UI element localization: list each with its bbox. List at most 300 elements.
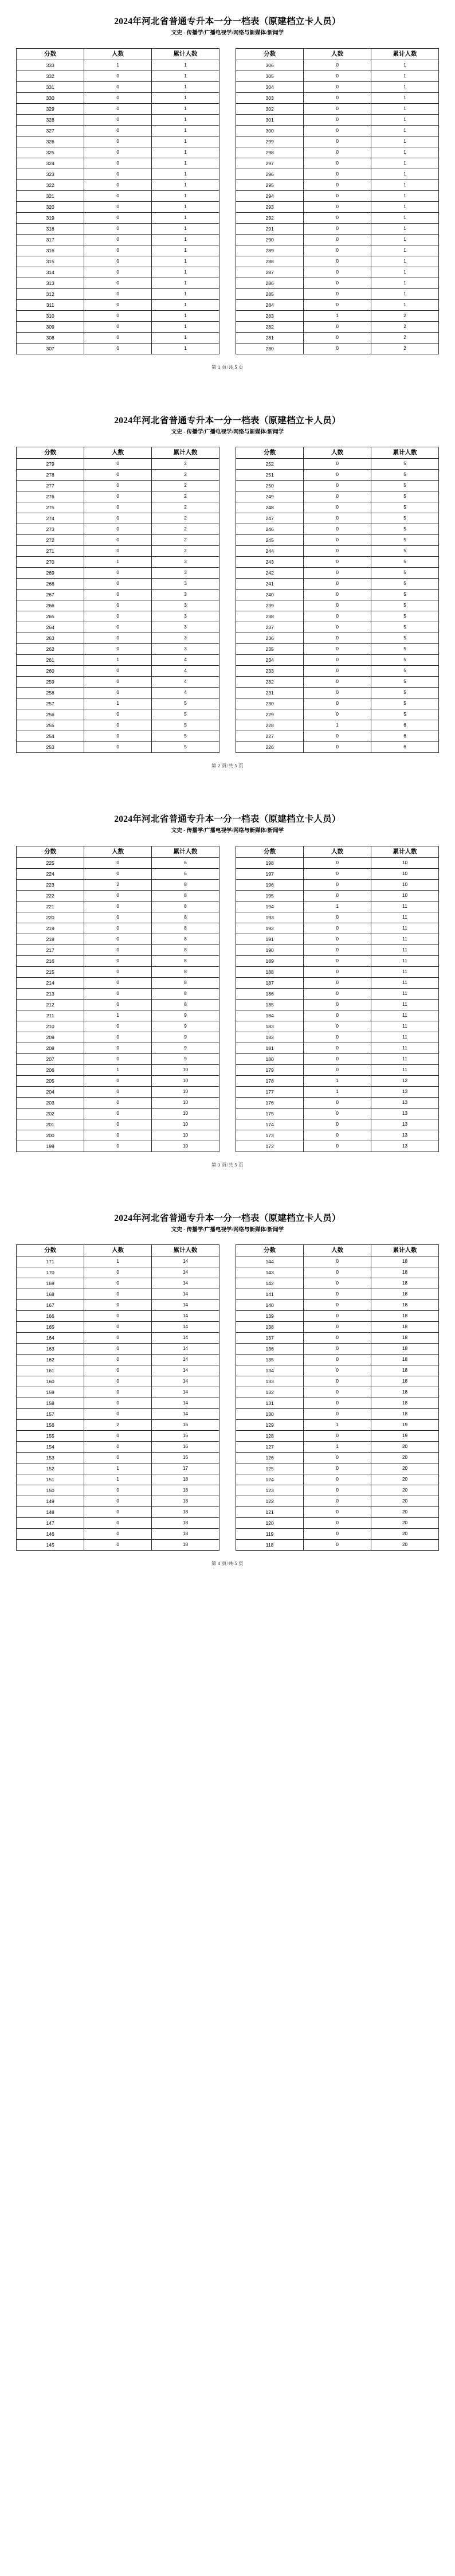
cell-count: 0: [84, 944, 152, 955]
cell-score: 237: [236, 622, 304, 633]
cell-cumulative: 1: [371, 60, 439, 71]
cell-cumulative: 9: [152, 1053, 219, 1064]
table-row: [236, 1032, 439, 1043]
cell-score: 331: [17, 81, 84, 92]
cell-score: 210: [17, 1021, 84, 1032]
cell-score: 129: [236, 1420, 304, 1431]
cell-score: 217: [17, 944, 84, 955]
column-header-cumulative: 累计人数: [152, 48, 219, 60]
table-row: [236, 60, 439, 71]
cell-score: 314: [17, 267, 84, 278]
cell-count: 0: [304, 256, 371, 267]
cell-cumulative: 20: [371, 1442, 439, 1453]
cell-score: 259: [17, 677, 84, 688]
cell-score: 178: [236, 1075, 304, 1086]
table-row: [17, 633, 219, 644]
table-row: [17, 1376, 219, 1387]
cell-cumulative: 5: [152, 720, 219, 731]
column-header-cumulative: 累计人数: [371, 447, 439, 459]
cell-count: 0: [304, 600, 371, 611]
table-row: [17, 1474, 219, 1485]
cell-count: 0: [304, 513, 371, 524]
cell-cumulative: 5: [371, 688, 439, 698]
table-row: [236, 1119, 439, 1130]
table-row: [236, 1108, 439, 1119]
cell-score: 296: [236, 169, 304, 179]
cell-count: 0: [84, 114, 152, 125]
cell-score: 317: [17, 234, 84, 245]
cell-cumulative: 8: [152, 923, 219, 934]
cell-cumulative: 14: [152, 1376, 219, 1387]
cell-score: 185: [236, 999, 304, 1010]
cell-cumulative: 1: [152, 60, 219, 71]
cell-count: 0: [304, 1496, 371, 1507]
cell-count: 0: [304, 1463, 371, 1474]
cell-score: 130: [236, 1409, 304, 1420]
cell-count: 0: [304, 1376, 371, 1387]
table-row: [236, 158, 439, 169]
cell-score: 208: [17, 1043, 84, 1053]
cell-count: 0: [84, 245, 152, 256]
cell-cumulative: 1: [371, 147, 439, 158]
cell-count: 0: [304, 1130, 371, 1141]
cell-score: 262: [17, 644, 84, 655]
cell-count: 0: [84, 923, 152, 934]
table-row: [236, 1355, 439, 1365]
cell-count: 0: [84, 955, 152, 966]
cell-score: 177: [236, 1086, 304, 1097]
cell-count: 0: [304, 677, 371, 688]
cell-count: 0: [84, 912, 152, 923]
cell-count: 0: [304, 644, 371, 655]
cell-score: 298: [236, 147, 304, 158]
cell-cumulative: 18: [371, 1322, 439, 1333]
cell-count: 0: [304, 1064, 371, 1075]
cell-score: 285: [236, 288, 304, 299]
cell-cumulative: 5: [371, 666, 439, 677]
cell-count: 0: [84, 688, 152, 698]
cell-cumulative: 8: [152, 966, 219, 977]
cell-count: 0: [304, 1474, 371, 1485]
cell-score: 238: [236, 611, 304, 622]
table-row: [17, 1311, 219, 1322]
cell-score: 268: [17, 579, 84, 590]
cell-score: 193: [236, 912, 304, 923]
cell-cumulative: 5: [152, 731, 219, 742]
cell-cumulative: 5: [371, 709, 439, 720]
cell-score: 266: [17, 600, 84, 611]
cell-cumulative: 10: [152, 1141, 219, 1152]
cell-count: 2: [84, 1420, 152, 1431]
cell-count: 0: [304, 934, 371, 944]
table-header-row: [17, 846, 219, 857]
cell-cumulative: 11: [371, 999, 439, 1010]
table-row: [236, 688, 439, 698]
cell-cumulative: 1: [152, 310, 219, 321]
table-row: [236, 136, 439, 147]
cell-count: 0: [304, 1256, 371, 1267]
cell-score: 310: [17, 310, 84, 321]
table-row: [236, 644, 439, 655]
table-row: [236, 1540, 439, 1551]
cell-cumulative: 5: [371, 491, 439, 502]
table-row: [17, 1344, 219, 1355]
cell-count: 0: [304, 879, 371, 890]
cell-score: 241: [236, 579, 304, 590]
page-content: [0, 0, 455, 383]
page-subtitle: 文史 - 传播学/广播电视学/网络与新媒体/新闻学: [171, 429, 284, 435]
table-row: [236, 288, 439, 299]
cell-count: 0: [304, 633, 371, 644]
cell-cumulative: 16: [152, 1431, 219, 1442]
cell-score: 227: [236, 731, 304, 742]
column-header-score: 分数: [17, 48, 84, 60]
cell-score: 135: [236, 1355, 304, 1365]
table-row: [17, 1064, 219, 1075]
cell-count: 1: [84, 655, 152, 666]
score-table-left: [16, 48, 219, 354]
cell-count: 0: [304, 688, 371, 698]
cell-cumulative: 1: [152, 299, 219, 310]
table-row: [17, 1442, 219, 1453]
cell-score: 320: [17, 201, 84, 212]
table-row: [17, 579, 219, 590]
cell-score: 312: [17, 288, 84, 299]
cell-count: 0: [84, 321, 152, 332]
cell-score: 239: [236, 600, 304, 611]
cell-count: 0: [304, 92, 371, 103]
cell-cumulative: 1: [152, 71, 219, 81]
cell-count: 0: [84, 147, 152, 158]
cell-score: 137: [236, 1333, 304, 1344]
table-row: [236, 234, 439, 245]
cell-score: 170: [17, 1267, 84, 1278]
cell-count: 0: [304, 288, 371, 299]
table-row: [236, 524, 439, 535]
cell-count: 0: [304, 71, 371, 81]
page-separator: [0, 782, 455, 798]
table-row: [17, 1463, 219, 1474]
cell-cumulative: 2: [152, 524, 219, 535]
cell-cumulative: 2: [152, 546, 219, 557]
table-row: [236, 1365, 439, 1376]
cell-count: 0: [84, 1376, 152, 1387]
table-row: [236, 720, 439, 731]
cell-score: 315: [17, 256, 84, 267]
table-row: [236, 71, 439, 81]
table-row: [236, 310, 439, 321]
cell-cumulative: 3: [152, 611, 219, 622]
cell-score: 244: [236, 546, 304, 557]
cell-count: 0: [84, 1311, 152, 1322]
cell-score: 195: [236, 890, 304, 901]
cell-count: 0: [304, 923, 371, 934]
cell-cumulative: 18: [371, 1311, 439, 1322]
cell-count: 0: [84, 343, 152, 354]
table-row: [236, 579, 439, 590]
table-row: [17, 890, 219, 901]
cell-score: 302: [236, 103, 304, 114]
cell-cumulative: 4: [152, 666, 219, 677]
table-header-row: [236, 48, 439, 60]
cell-score: 180: [236, 1053, 304, 1064]
table-row: [17, 1387, 219, 1398]
cell-count: 0: [304, 890, 371, 901]
cell-count: 0: [304, 857, 371, 868]
cell-count: 0: [84, 92, 152, 103]
cell-cumulative: 20: [371, 1507, 439, 1518]
cell-cumulative: 1: [152, 81, 219, 92]
table-row: [236, 1431, 439, 1442]
tables-container: [13, 846, 442, 1152]
table-row: [17, 212, 219, 223]
cell-cumulative: 5: [371, 535, 439, 546]
cell-score: 136: [236, 1344, 304, 1355]
page-subtitle: 文史 - 传播学/广播电视学/网络与新媒体/新闻学: [171, 1227, 284, 1233]
cell-count: 0: [304, 245, 371, 256]
cell-count: 0: [304, 579, 371, 590]
cell-score: 228: [236, 720, 304, 731]
cell-count: 0: [84, 1496, 152, 1507]
table-row: [236, 1463, 439, 1474]
cell-score: 254: [17, 731, 84, 742]
cell-cumulative: 10: [152, 1086, 219, 1097]
cell-cumulative: 1: [152, 190, 219, 201]
cell-count: 0: [84, 459, 152, 470]
cell-cumulative: 1: [152, 158, 219, 169]
cell-cumulative: 18: [152, 1507, 219, 1518]
table-header-row: [17, 48, 219, 60]
table-row: [236, 223, 439, 234]
cell-score: 229: [236, 709, 304, 720]
table-row: [17, 1355, 219, 1365]
column-header-cumulative: 累计人数: [371, 48, 439, 60]
cell-count: 0: [304, 568, 371, 579]
page-footer: 第 3 页/共 5 页: [211, 1162, 244, 1168]
cell-count: 0: [84, 491, 152, 502]
table-row: [236, 1256, 439, 1267]
cell-cumulative: 1: [152, 136, 219, 147]
table-row: [236, 179, 439, 190]
cell-score: 205: [17, 1075, 84, 1086]
cell-score: 251: [236, 470, 304, 481]
cell-count: 0: [84, 934, 152, 944]
cell-count: 0: [84, 1108, 152, 1119]
cell-cumulative: 1: [152, 245, 219, 256]
cell-count: 0: [304, 1141, 371, 1152]
cell-count: 0: [84, 666, 152, 677]
cell-count: 1: [304, 1442, 371, 1453]
table-row: [236, 81, 439, 92]
cell-cumulative: 3: [152, 600, 219, 611]
cell-count: 0: [84, 633, 152, 644]
table-row: [236, 1398, 439, 1409]
cell-score: 163: [17, 1344, 84, 1355]
cell-cumulative: 11: [371, 1064, 439, 1075]
cell-score: 132: [236, 1387, 304, 1398]
cell-score: 269: [17, 568, 84, 579]
cell-score: 172: [236, 1141, 304, 1152]
cell-cumulative: 16: [152, 1442, 219, 1453]
table-row: [236, 190, 439, 201]
cell-score: 308: [17, 332, 84, 343]
cell-cumulative: 20: [371, 1518, 439, 1529]
cell-count: 0: [84, 622, 152, 633]
cell-score: 191: [236, 934, 304, 944]
cell-cumulative: 5: [371, 611, 439, 622]
cell-count: 0: [84, 125, 152, 136]
table-row: [17, 1496, 219, 1507]
page-footer: 第 1 页/共 5 页: [211, 364, 244, 370]
cell-cumulative: 18: [371, 1387, 439, 1398]
cell-score: 329: [17, 103, 84, 114]
table-row: [236, 1053, 439, 1064]
cell-cumulative: 13: [371, 1130, 439, 1141]
cell-count: 0: [304, 60, 371, 71]
cell-cumulative: 1: [371, 190, 439, 201]
cell-score: 225: [17, 857, 84, 868]
cell-count: 1: [84, 698, 152, 709]
cell-cumulative: 14: [152, 1311, 219, 1322]
cell-cumulative: 14: [152, 1289, 219, 1300]
table-row: [236, 731, 439, 742]
table-row: [236, 321, 439, 332]
cell-count: 0: [304, 169, 371, 179]
cell-score: 188: [236, 966, 304, 977]
table-row: [17, 256, 219, 267]
table-row: [17, 655, 219, 666]
table-row: [17, 310, 219, 321]
cell-cumulative: 5: [371, 557, 439, 568]
cell-cumulative: 1: [152, 147, 219, 158]
cell-score: 290: [236, 234, 304, 245]
cell-count: 0: [84, 611, 152, 622]
cell-score: 248: [236, 502, 304, 513]
cell-count: 0: [84, 1453, 152, 1463]
cell-cumulative: 6: [371, 720, 439, 731]
page-content: [0, 1197, 455, 1580]
table-row: [17, 1300, 219, 1311]
cell-score: 171: [17, 1256, 84, 1267]
cell-score: 147: [17, 1518, 84, 1529]
cell-cumulative: 3: [152, 568, 219, 579]
cell-count: 0: [84, 901, 152, 912]
cell-cumulative: 8: [152, 988, 219, 999]
cell-count: 0: [84, 481, 152, 491]
cell-score: 277: [17, 481, 84, 491]
cell-score: 214: [17, 977, 84, 988]
cell-score: 333: [17, 60, 84, 71]
cell-count: 0: [304, 81, 371, 92]
cell-count: 0: [84, 1289, 152, 1300]
table-row: [236, 1387, 439, 1398]
cell-count: 1: [304, 720, 371, 731]
cell-count: 0: [84, 1043, 152, 1053]
cell-cumulative: 6: [152, 868, 219, 879]
cell-count: 0: [304, 234, 371, 245]
cell-count: 0: [304, 114, 371, 125]
cell-count: 0: [304, 557, 371, 568]
cell-score: 230: [236, 698, 304, 709]
cell-cumulative: 1: [371, 267, 439, 278]
table-row: [236, 868, 439, 879]
cell-count: 0: [304, 590, 371, 600]
table-row: [17, 481, 219, 491]
cell-score: 324: [17, 158, 84, 169]
cell-count: 0: [84, 1387, 152, 1398]
cell-score: 232: [236, 677, 304, 688]
cell-cumulative: 5: [371, 622, 439, 633]
cell-cumulative: 2: [152, 513, 219, 524]
cell-count: 0: [304, 1431, 371, 1442]
table-row: [236, 343, 439, 354]
table-row: [17, 868, 219, 879]
table-row: [17, 944, 219, 955]
cell-score: 207: [17, 1053, 84, 1064]
table-row: [17, 332, 219, 343]
table-row: [17, 698, 219, 709]
cell-score: 280: [236, 343, 304, 354]
cell-score: 167: [17, 1300, 84, 1311]
cell-score: 263: [17, 633, 84, 644]
column-header-score: 分数: [236, 447, 304, 459]
cell-count: 0: [84, 278, 152, 288]
cell-score: 206: [17, 1064, 84, 1075]
cell-count: 0: [84, 857, 152, 868]
cell-cumulative: 16: [152, 1453, 219, 1463]
cell-cumulative: 16: [152, 1420, 219, 1431]
cell-score: 158: [17, 1398, 84, 1409]
cell-cumulative: 1: [371, 169, 439, 179]
cell-cumulative: 1: [152, 278, 219, 288]
table-row: [17, 278, 219, 288]
cell-cumulative: 18: [152, 1518, 219, 1529]
table-row: [17, 546, 219, 557]
cell-cumulative: 14: [152, 1387, 219, 1398]
table-row: [17, 742, 219, 753]
cell-score: 305: [236, 71, 304, 81]
cell-score: 143: [236, 1267, 304, 1278]
cell-count: 0: [304, 1053, 371, 1064]
table-row: [236, 1311, 439, 1322]
cell-score: 157: [17, 1409, 84, 1420]
table-row: [17, 1032, 219, 1043]
cell-count: 0: [304, 1529, 371, 1540]
cell-cumulative: 1: [371, 92, 439, 103]
cell-score: 260: [17, 666, 84, 677]
cell-score: 273: [17, 524, 84, 535]
table-row: [17, 923, 219, 934]
cell-score: 164: [17, 1333, 84, 1344]
cell-count: 0: [304, 1518, 371, 1529]
cell-score: 222: [17, 890, 84, 901]
table-row: [236, 1518, 439, 1529]
cell-cumulative: 1: [152, 223, 219, 234]
cell-count: 0: [84, 1300, 152, 1311]
table-row: [236, 278, 439, 288]
cell-cumulative: 11: [371, 912, 439, 923]
table-header-row: [236, 447, 439, 459]
table-row: [17, 114, 219, 125]
table-row: [17, 590, 219, 600]
cell-cumulative: 14: [152, 1355, 219, 1365]
table-row: [236, 546, 439, 557]
table-row: [17, 158, 219, 169]
column-header-score: 分数: [236, 846, 304, 857]
cell-cumulative: 2: [371, 310, 439, 321]
cell-cumulative: 1: [371, 114, 439, 125]
cell-score: 145: [17, 1540, 84, 1551]
